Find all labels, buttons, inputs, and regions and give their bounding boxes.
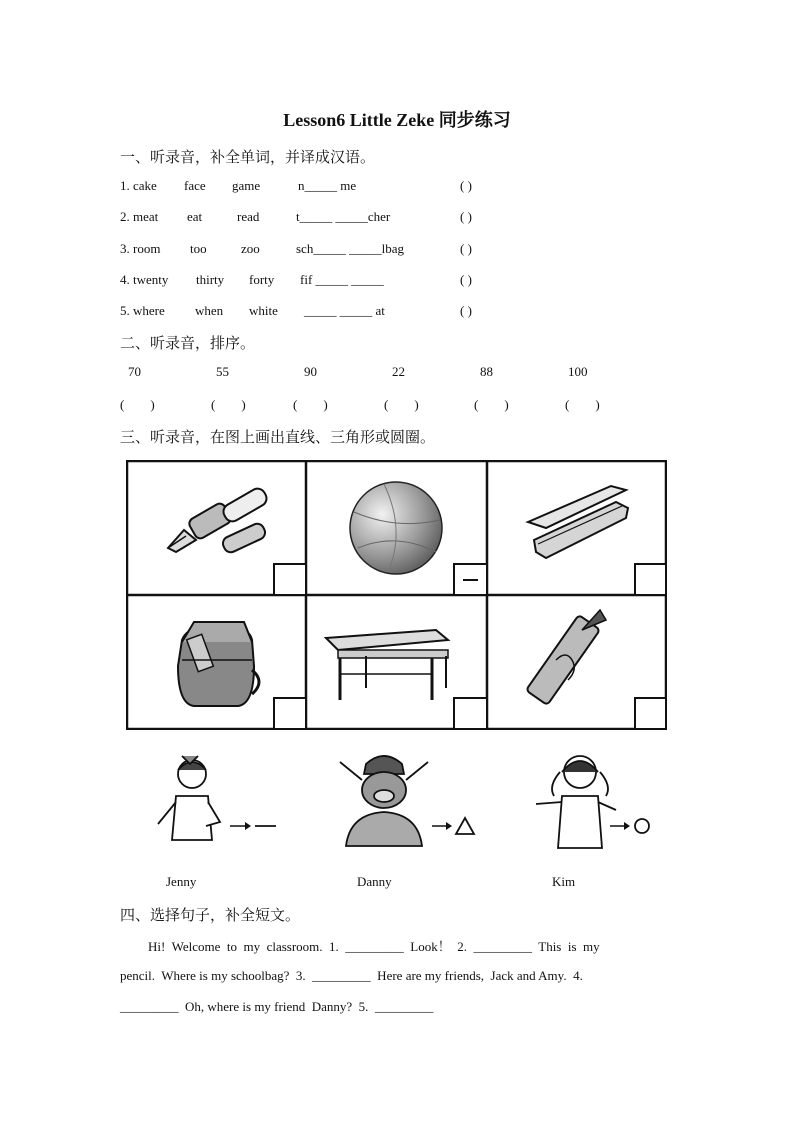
blank-word[interactable]: t_____ _____cher	[296, 209, 391, 224]
word-2: thirty	[196, 272, 225, 287]
answer-box-4[interactable]	[274, 698, 306, 729]
answer-box-6[interactable]	[635, 698, 666, 729]
order-paren-6[interactable]: ( )	[565, 397, 600, 412]
order-paren-5[interactable]: ( )	[474, 397, 509, 412]
blank-word[interactable]: sch_____ _____lbag	[296, 241, 404, 256]
pen-icon	[168, 486, 269, 555]
word-1: 1. cake	[120, 178, 157, 193]
section-3-heading: 三、听录音，在图上画出直线、三角形或圆圈。	[120, 430, 436, 446]
part1-row-5	[120, 303, 540, 323]
word-3: zoo	[241, 241, 260, 256]
answer-paren[interactable]: ( )	[460, 241, 472, 256]
name-jenny: Jenny	[166, 874, 197, 889]
order-paren-2[interactable]: ( )	[211, 397, 246, 412]
answer-paren[interactable]: ( )	[460, 209, 472, 224]
word-2: too	[190, 241, 207, 256]
passage-line-1: Hi! Welcome to my classroom. 1. _________ Look！ 2. _________ This is my	[148, 939, 600, 954]
section-2-heading: 二、听录音，排序。	[120, 336, 256, 352]
number-2: 55	[216, 364, 229, 379]
word-1: 3. room	[120, 241, 161, 256]
section-4-heading: 四、选择句子，补全短文。	[120, 908, 301, 924]
order-paren-3[interactable]: ( )	[293, 397, 328, 412]
blank-word[interactable]: fif _____ _____	[300, 272, 384, 287]
number-3: 90	[304, 364, 317, 379]
answer-box-3[interactable]	[635, 564, 666, 595]
kim-figure	[536, 756, 616, 848]
schoolbag-icon	[178, 622, 259, 706]
word-1: 5. where	[120, 303, 165, 318]
picture-grid	[126, 460, 667, 730]
answer-paren[interactable]: ( )	[460, 178, 472, 193]
word-3: read	[237, 209, 260, 224]
desk-icon	[326, 630, 448, 700]
pencil-box-icon	[528, 486, 628, 558]
blank-word[interactable]: n_____ me	[298, 178, 357, 193]
passage-line-3: _________ Oh, where is my friend Danny? 5. _________	[120, 999, 434, 1014]
section-1-heading: 一、听录音，补全单词，并译成汉语。	[120, 150, 376, 166]
answer-box-1[interactable]	[274, 564, 306, 595]
word-2: eat	[187, 209, 203, 224]
circle-shape	[635, 819, 649, 833]
part1-row-2	[120, 209, 540, 229]
word-3: white	[249, 303, 278, 318]
name-kim: Kim	[552, 874, 576, 889]
word-1: 4. twenty	[120, 272, 169, 287]
answer-box-5[interactable]	[454, 698, 487, 729]
blank-word[interactable]: _____ _____ at	[304, 303, 385, 318]
word-2: when	[195, 303, 224, 318]
name-danny: Danny	[357, 874, 392, 889]
crayon-icon	[526, 610, 606, 705]
word-2: face	[184, 178, 206, 193]
jenny-figure	[158, 756, 220, 840]
part1-row-3	[120, 241, 540, 261]
answer-paren[interactable]: ( )	[460, 303, 472, 318]
number-1: 70	[128, 364, 141, 379]
passage-line-2: pencil. Where is my schoolbag? 3. _________ Here are my friends, Jack and Amy. 4.	[120, 968, 583, 983]
number-6: 100	[568, 364, 588, 379]
word-3: game	[232, 178, 261, 193]
answer-paren[interactable]: ( )	[460, 272, 472, 287]
part1-row-1	[120, 178, 540, 198]
order-paren-1[interactable]: ( )	[120, 397, 155, 412]
word-3: forty	[249, 272, 275, 287]
number-5: 88	[480, 364, 493, 379]
danny-figure	[340, 756, 428, 846]
triangle-shape	[456, 818, 474, 834]
people-illustration	[150, 750, 670, 860]
page-title: Lesson6 Little Zeke 同步练习	[283, 110, 511, 130]
order-paren-4[interactable]: ( )	[384, 397, 419, 412]
part1-row-4	[120, 272, 540, 292]
word-1: 2. meat	[120, 209, 159, 224]
number-4: 22	[392, 364, 405, 379]
ball-icon	[350, 482, 442, 574]
